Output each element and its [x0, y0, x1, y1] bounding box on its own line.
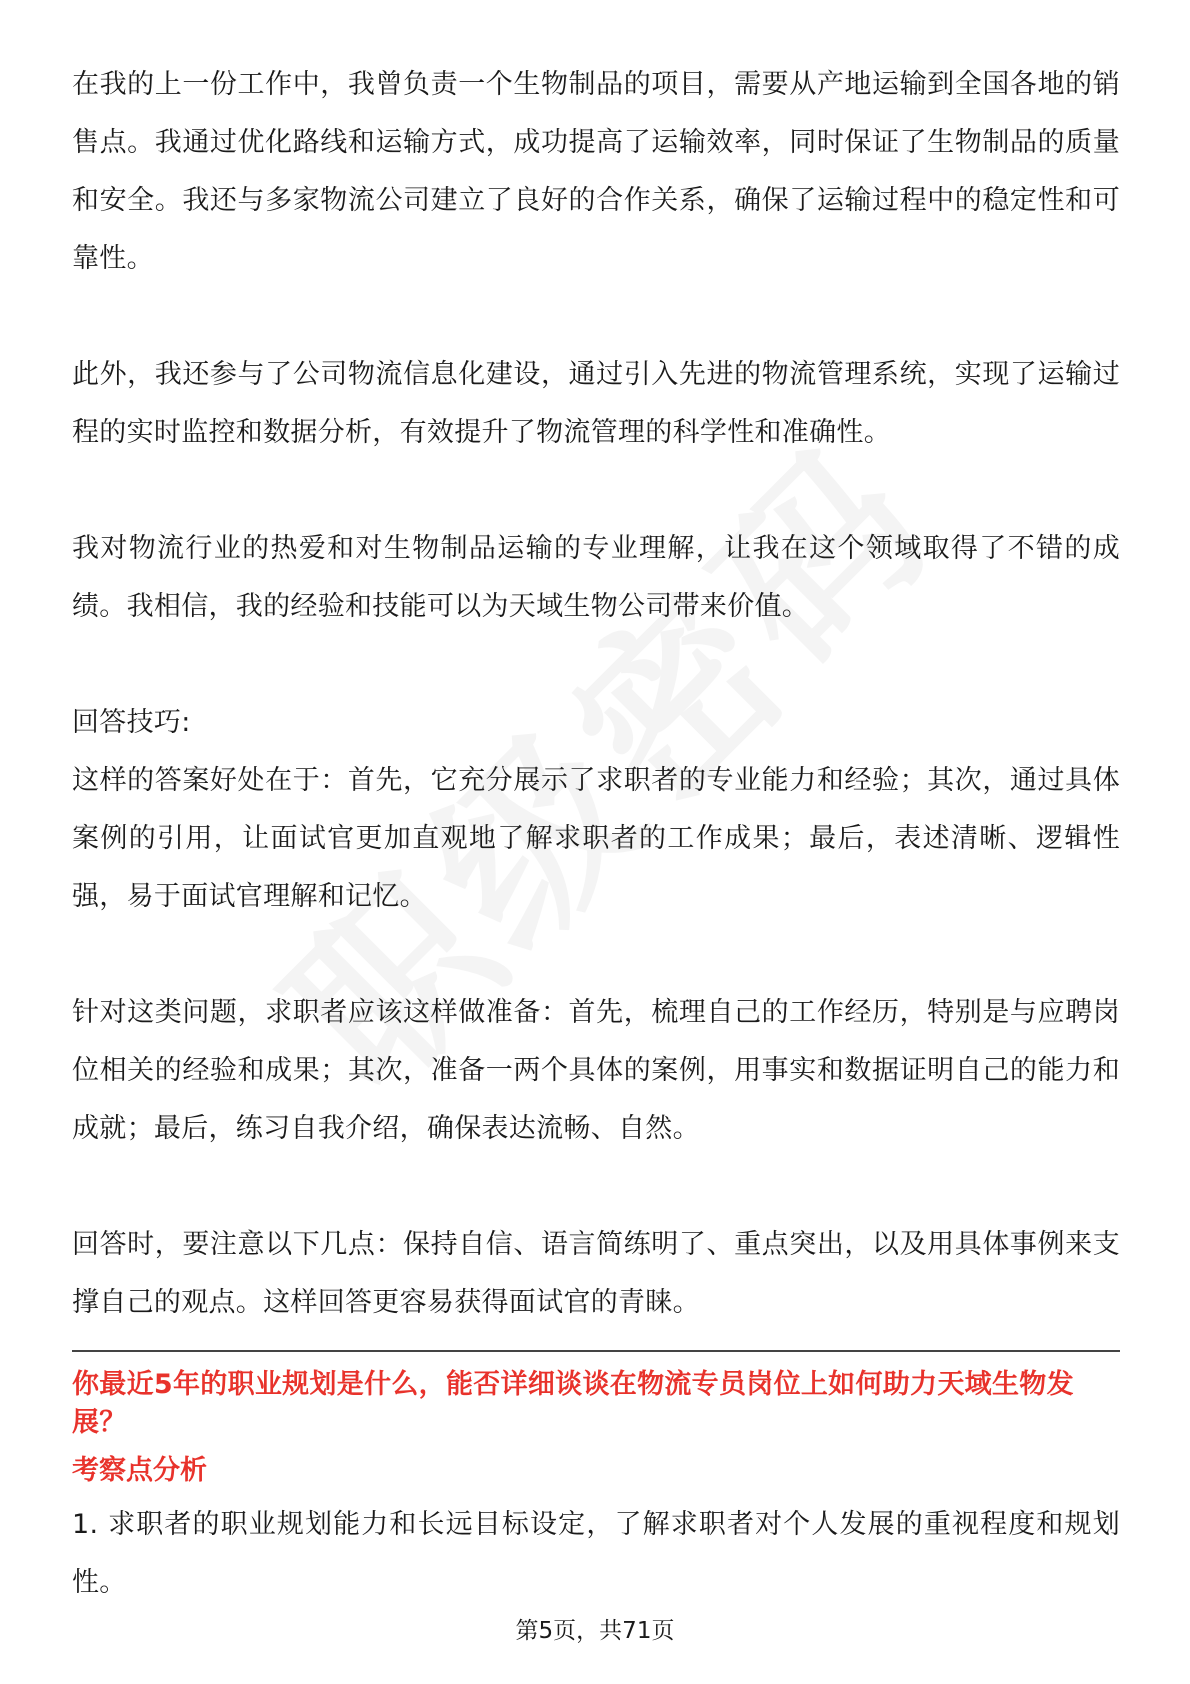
tips-label: 回答技巧: [72, 707, 191, 738]
body-paragraph: 在我的上一份工作中，我曾负责一个生物制品的项目，需要从产地运输到全国各地的销售点。我通过优化路线和运输方式，成功提高了运输效率，同时保证了生物制品的质量和安全。我还与多家物流公司建立了良好的合作关系，确保了运输过程中的稳定性和可靠性。 [72, 69, 1120, 274]
question-title: 你最近5年的职业规划是什么，能否详细谈谈在物流专员岗位上如何助力天域生物发展？ [72, 1369, 1074, 1438]
paragraph-gap [72, 288, 1120, 346]
paragraph-gap [72, 1158, 1120, 1216]
analysis-point: 1. 求职者的职业规划能力和长远目标设定，了解求职者对个人发展的重视程度和规划性。 [72, 1509, 1120, 1598]
paragraph-gap [72, 462, 1120, 520]
analysis-heading: 考察点分析 [72, 1455, 207, 1486]
section-divider [72, 1350, 1120, 1352]
body-paragraph: 我对物流行业的热爱和对生物制品运输的专业理解，让我在这个领域取得了不错的成绩。我相信，我的经验和技能可以为天域生物公司带来价值。 [72, 533, 1120, 622]
paragraph-gap [72, 636, 1120, 694]
body-paragraph: 回答时，要注意以下几点：保持自信、语言简练明了、重点突出，以及用具体事例来支撑自己的观点。这样回答更容易获得面试官的青睐。 [72, 1229, 1120, 1318]
page-footer: 第5页，共71页 [515, 1618, 675, 1644]
tips-text: 这样的答案好处在于：首先，它充分展示了求职者的专业能力和经验；其次，通过具体案例的引用，让面试官更加直观地了解求职者的工作成果；最后，表述清晰、逻辑性强，易于面试官理解和记忆。 [72, 765, 1120, 912]
body-paragraph: 针对这类问题，求职者应该这样做准备：首先，梳理自己的工作经历，特别是与应聘岗位相关的经验和成果；其次，准备一两个具体的案例，用事实和数据证明自己的能力和成就；最后，练习自我介绍，确保表达流畅、自然。 [72, 997, 1120, 1144]
body-paragraph: 此外，我还参与了公司物流信息化建设，通过引入先进的物流管理系统，实现了运输过程的实时监控和数据分析，有效提升了物流管理的科学性和准确性。 [72, 359, 1120, 448]
page-content [72, 56, 1120, 1612]
paragraph-gap [72, 926, 1120, 984]
